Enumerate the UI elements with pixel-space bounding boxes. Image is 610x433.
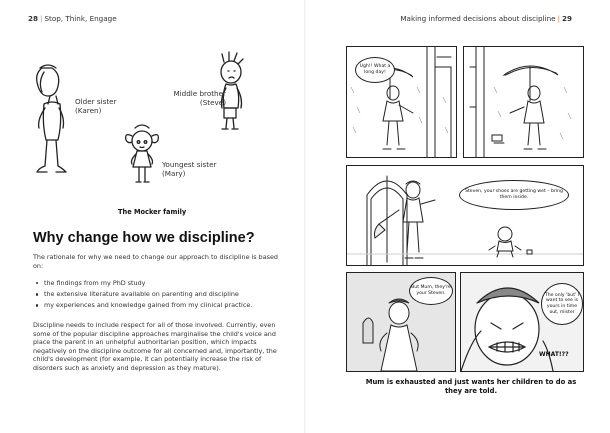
list-item: the findings from my PhD study xyxy=(33,279,283,288)
panel-2-art xyxy=(464,47,583,157)
comic-panel-2 xyxy=(463,46,584,158)
youngest-sister-drawing xyxy=(126,125,159,182)
left-header-title: Stop, Think, Engage xyxy=(44,14,117,23)
youngest-sister-label: Youngest sister (Mary) xyxy=(162,160,217,178)
list-item: my experiences and knowledge gained from my clinical practice. xyxy=(33,301,283,310)
exclamation-text: WHAT!?? xyxy=(539,351,569,358)
left-page-number: 28 xyxy=(28,14,39,23)
intro-paragraph: The rationale for why we need to change our approach to discipline is based on: xyxy=(33,253,278,270)
speech-bubble: The only 'but' I want to see is yours in time out, mister xyxy=(541,283,583,325)
speech-bubble: But Mum, they're your Steven. xyxy=(409,277,453,305)
panel-3-art xyxy=(347,166,583,265)
header-separator: | xyxy=(557,14,560,23)
comic-panel-1 xyxy=(346,46,457,158)
older-sister-label: Older sister (Karen) xyxy=(75,97,117,115)
speech-bubble: Ugh!! What a long day! xyxy=(355,57,395,83)
body-paragraph: Discipline needs to include respect for all of those involved. Currently, even some of the popular discipline approaches marginalise the child's voice and place the parent in an unhelpful authoritarian position, which impacts negatively on the discipline outcome for all concerned and, importantly, the child's development (for example, it can potentially increase the risk of disorders such as anxiety and depression as they mature). xyxy=(33,321,277,372)
older-sister-drawing xyxy=(37,65,66,172)
comic-caption: Mum is exhausted and just wants her children to do as they are told. xyxy=(365,378,577,395)
comic-panel-3 xyxy=(346,165,584,266)
comic-panel-5 xyxy=(460,272,584,372)
right-page-number: 29 xyxy=(561,14,572,23)
right-header-title: Making informed decisions about discipline xyxy=(400,14,556,23)
middle-brother-label: Middle brother (Steve) xyxy=(173,89,226,107)
section-heading: Why change how we discipline? xyxy=(33,230,255,246)
comic-panel-4 xyxy=(346,272,456,372)
family-caption: The Mocker family xyxy=(118,208,187,216)
header-separator: | xyxy=(40,14,43,23)
right-running-header xyxy=(400,14,572,23)
speech-bubble: Steven, your shoes are getting wet – bring them inside. xyxy=(459,180,569,210)
list-item: the extensive literature available on parenting and discipline xyxy=(33,290,283,299)
rationale-list xyxy=(33,279,283,313)
family-illustration xyxy=(0,0,305,220)
